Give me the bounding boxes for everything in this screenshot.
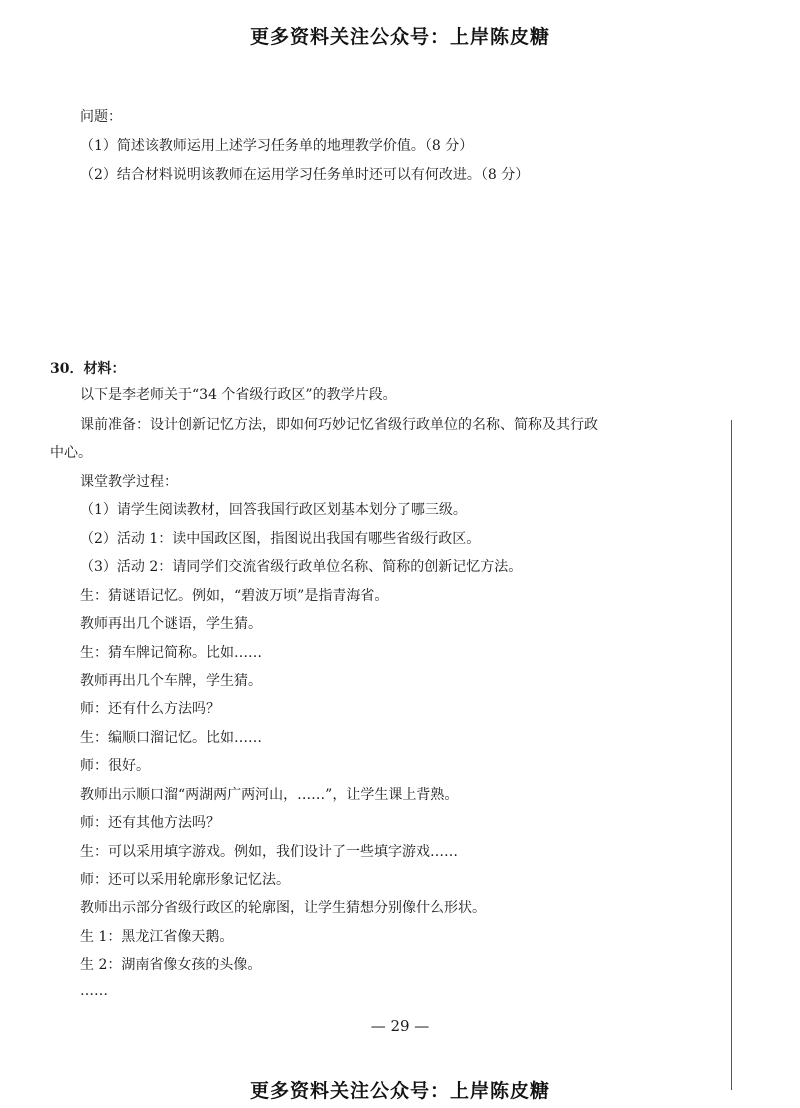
page-header: 更多资料关注公众号：上岸陈皮糖 <box>249 26 550 48</box>
material-line: 师：还有其他方法吗？ <box>80 815 220 831</box>
material-line: 生：猜车牌记简称。比如…… <box>80 645 262 661</box>
material-line: 以下是李老师关于“34 个省级行政区”的教学片段。 <box>80 387 397 403</box>
material-line: 生 2：湖南省像女孩的头像。 <box>80 957 262 973</box>
material-line: （1）请学生阅读教材，回答我国行政区划基本划分了哪三级。 <box>80 502 467 518</box>
material-line: （2）活动 1：读中国政区图，指图说出我国有哪些省级行政区。 <box>80 531 481 547</box>
page-number: — 29 — <box>370 1017 430 1035</box>
material-line: 生：编顺口溜记忆。比如…… <box>80 730 262 746</box>
material-line: （3）活动 2：请同学们交流省级行政单位名称、简称的创新记忆方法。 <box>80 559 523 575</box>
material-line: 师：还可以采用轮廓形象记忆法。 <box>80 872 290 888</box>
material-line: 生：可以采用填字游戏。例如，我们设计了一些填字游戏…… <box>80 844 458 860</box>
margin-rule <box>731 420 732 1090</box>
material-line: 教师再出几个车牌，学生猜。 <box>80 673 262 689</box>
material-line: …… <box>80 983 108 999</box>
material-line: 中心。 <box>50 445 92 461</box>
question-label: 问题： <box>80 109 122 125</box>
page-footer: 更多资料关注公众号：上岸陈皮糖 <box>249 1080 550 1102</box>
question-item: （2）结合材料说明该教师在运用学习任务单时还可以有何改进。（8 分） <box>80 167 530 183</box>
material-line: 课前准备：设计创新记忆方法，即如何巧妙记忆省级行政单位的名称、简称及其行政 <box>80 417 598 433</box>
material-line: 师：还有什么方法吗？ <box>80 701 220 717</box>
material-line: 生：猜谜语记忆。例如，“碧波万顷”是指青海省。 <box>80 588 389 604</box>
question-item: （1）简述该教师运用上述学习任务单的地理教学价值。（8 分） <box>80 138 474 154</box>
material-line: 生 1：黑龙江省像天鹅。 <box>80 929 234 945</box>
material-line: 课堂教学过程： <box>80 474 178 490</box>
material-line: 教师出示部分省级行政区的轮廓图，让学生猜想分别像什么形状。 <box>80 900 486 916</box>
material-line: 师：很好。 <box>80 758 150 774</box>
question-header: 30．材料： <box>50 361 126 377</box>
material-line: 教师再出几个谜语，学生猜。 <box>80 616 262 632</box>
material-line: 教师出示顺口溜“两湖两广两河山，……”，让学生课上背熟。 <box>80 787 459 803</box>
